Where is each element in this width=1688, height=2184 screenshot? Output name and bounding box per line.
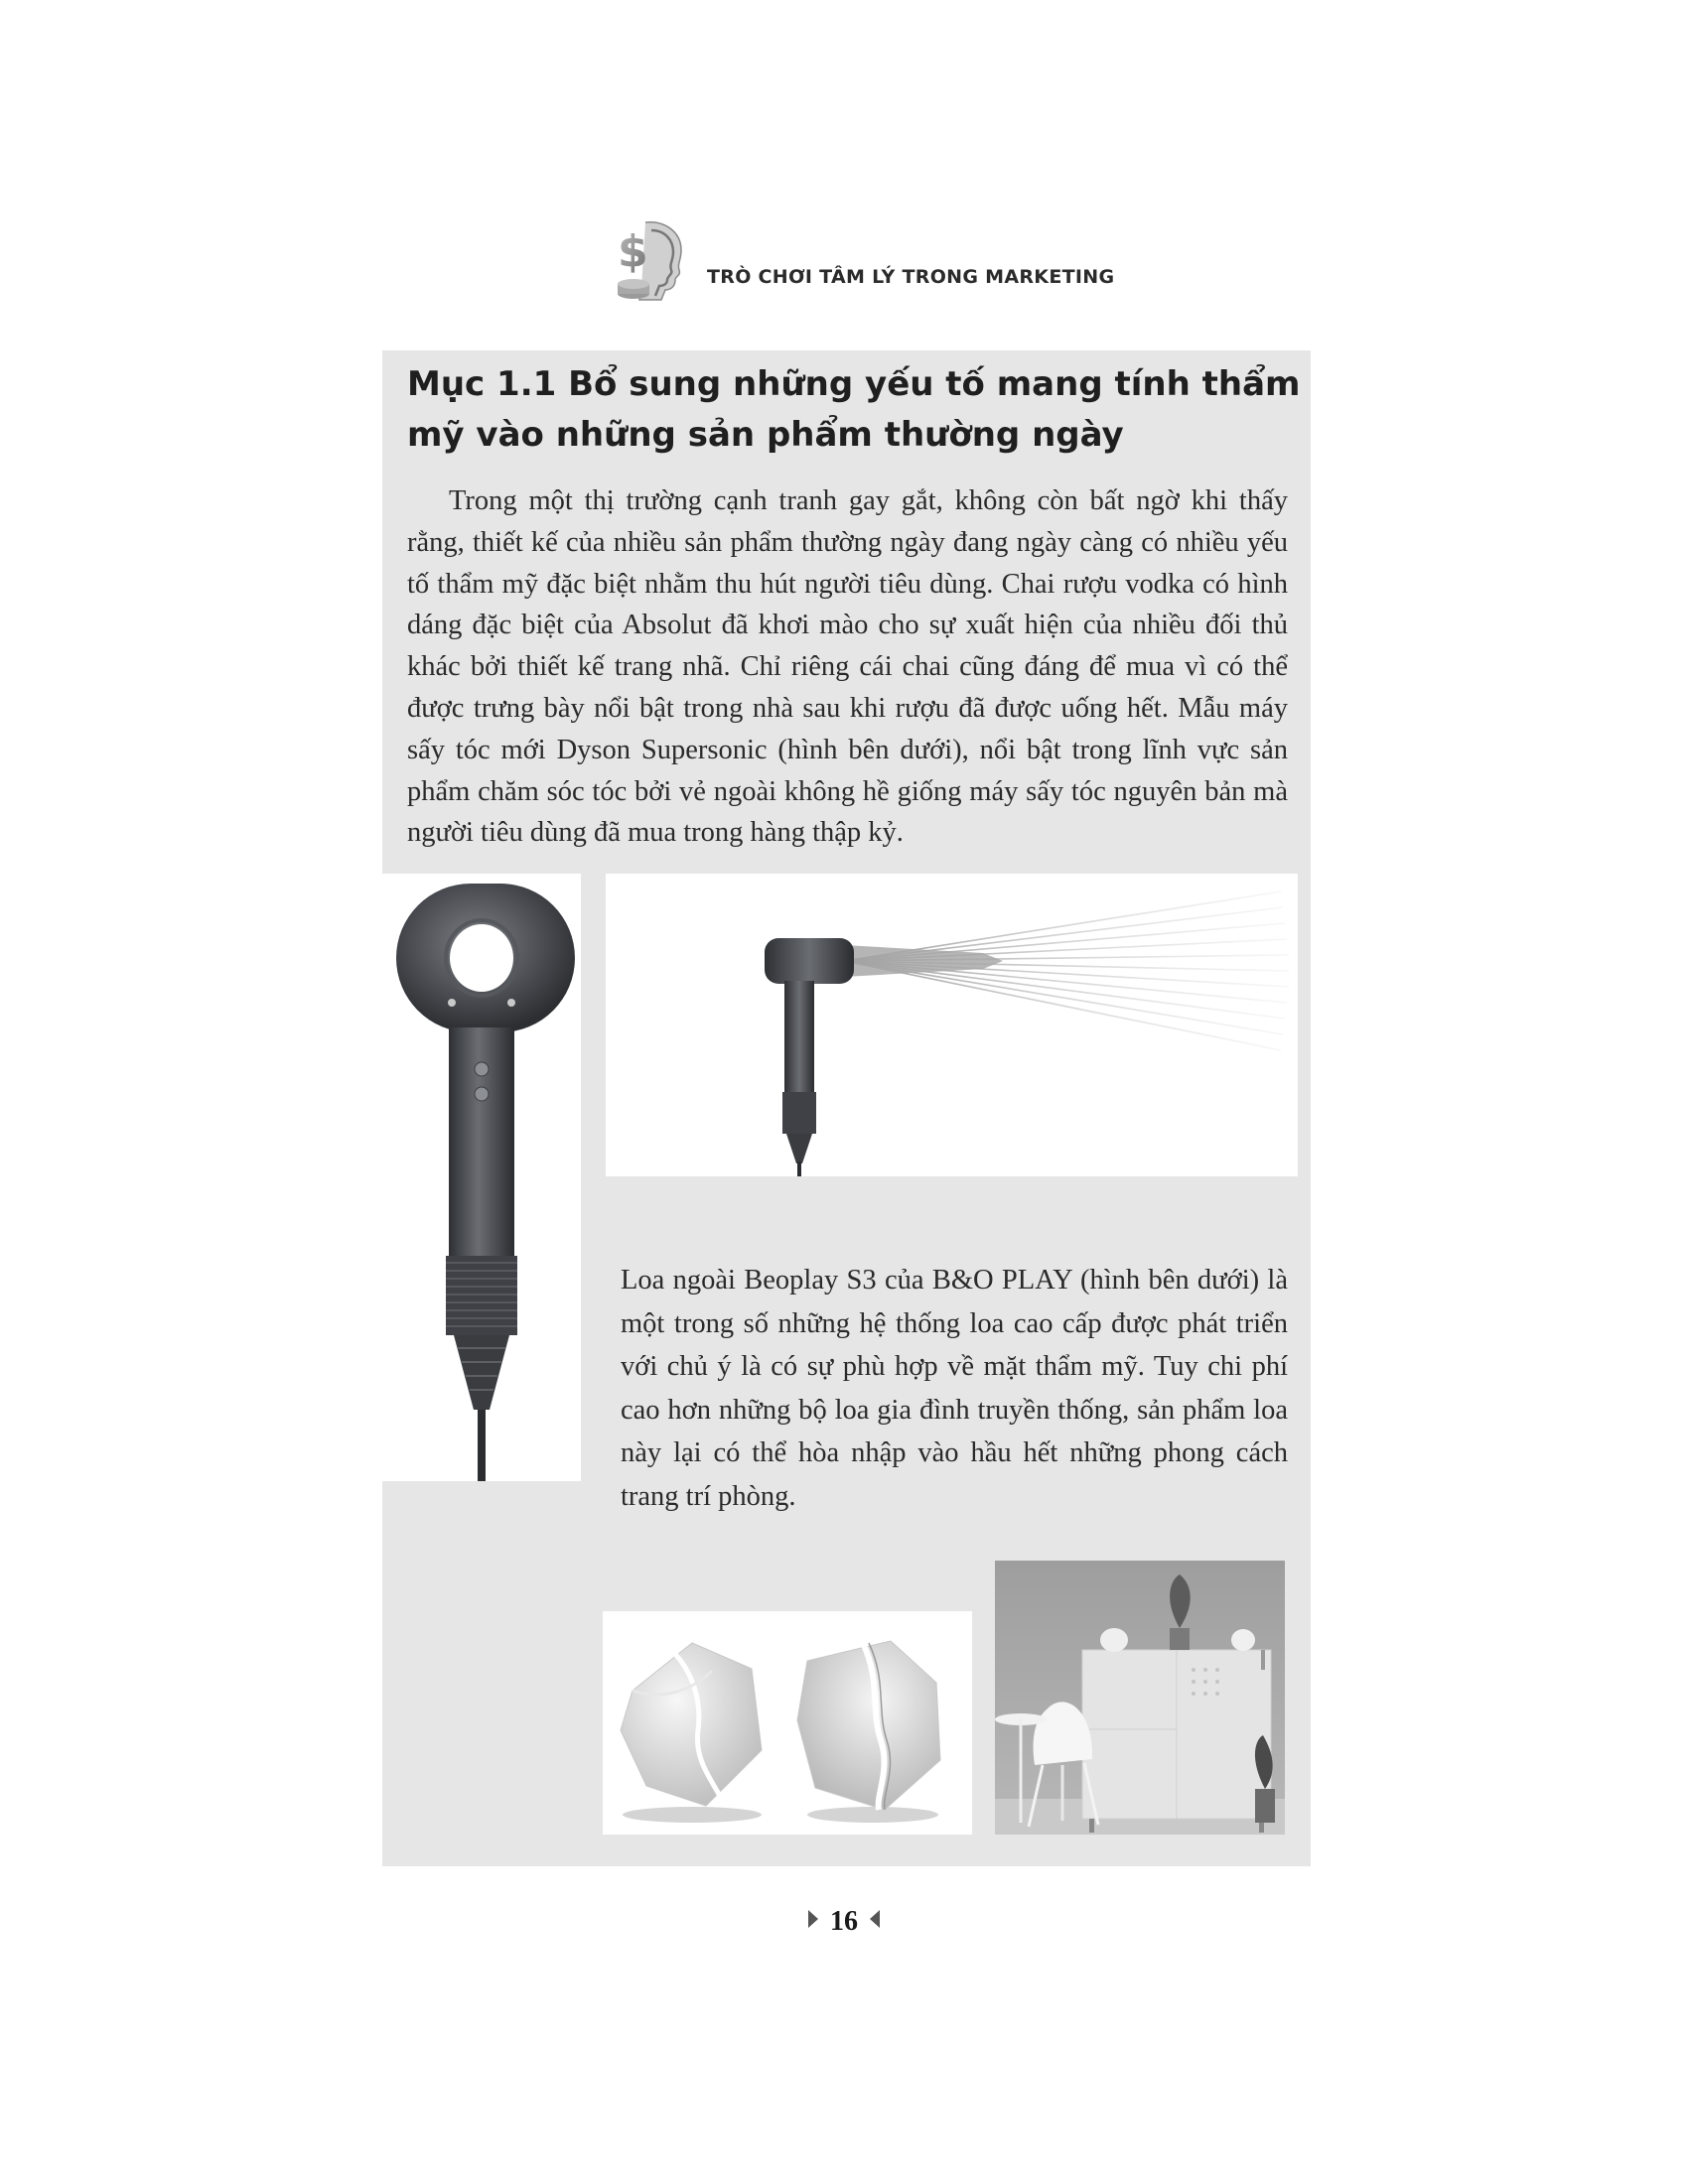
section-title: Mục 1.1 Bổ sung những yếu tố mang tính thẩm mỹ vào những sản phẩm thường ngày (407, 364, 1301, 455)
page-number-label: 16 (830, 1906, 858, 1937)
svg-text:$: $ (618, 226, 648, 277)
running-header-title: TRÒ CHƠI TÂM LÝ TRONG MARKETING (707, 266, 1115, 288)
page-number (0, 1906, 1688, 1938)
hair-dryer-airflow-image (606, 874, 1298, 1176)
right-triangle-icon (808, 1910, 818, 1928)
speaker-in-room-image (995, 1561, 1285, 1835)
hair-dryer-front-image (382, 874, 581, 1481)
dollar-head-logo-icon (606, 216, 695, 306)
beoplay-s3-speakers-image (603, 1611, 972, 1835)
left-triangle-icon (870, 1910, 880, 1928)
speaker-paragraph: Loa ngoài Beoplay S3 của B&O PLAY (hình bên dưới) là một trong số những hệ thống loa cao cấp được phát triển với chủ ý là có sự phù hợp về mặt thẩm mỹ. Tuy chi phí cao hơn những bộ loa gia đình truyền thống, sản phẩm loa này lại có thể hòa nhập vào hầu hết những phong cách trang trí phòng. (621, 1265, 1288, 1512)
running-header (606, 216, 1115, 306)
intro-paragraph: Trong một thị trường cạnh tranh gay gắt, không còn bất ngờ khi thấy rằng, thiết kế của nhiều sản phẩm thường ngày đang ngày càng có nhiều yếu tố thẩm mỹ đặc biệt nhằm thu hút người tiêu dùng. Chai rượu vodka có hình dáng đặc biệt của Absolut đã khơi mào cho sự xuất hiện của nhiều đối thủ khác bởi thiết kế trang nhã. Chỉ riêng cái chai cũng đáng để mua vì có thể được trưng bày nổi bật trong nhà sau khi rượu đã được uống hết. Mẫu máy sấy tóc mới Dyson Supersonic (hình bên dưới), nổi bật trong lĩnh vực sản phẩm chăm sóc tóc bởi vẻ ngoài không hề giống máy sấy tóc nguyên bản mà người tiêu dùng đã mua trong hàng thập kỷ. (407, 485, 1288, 849)
